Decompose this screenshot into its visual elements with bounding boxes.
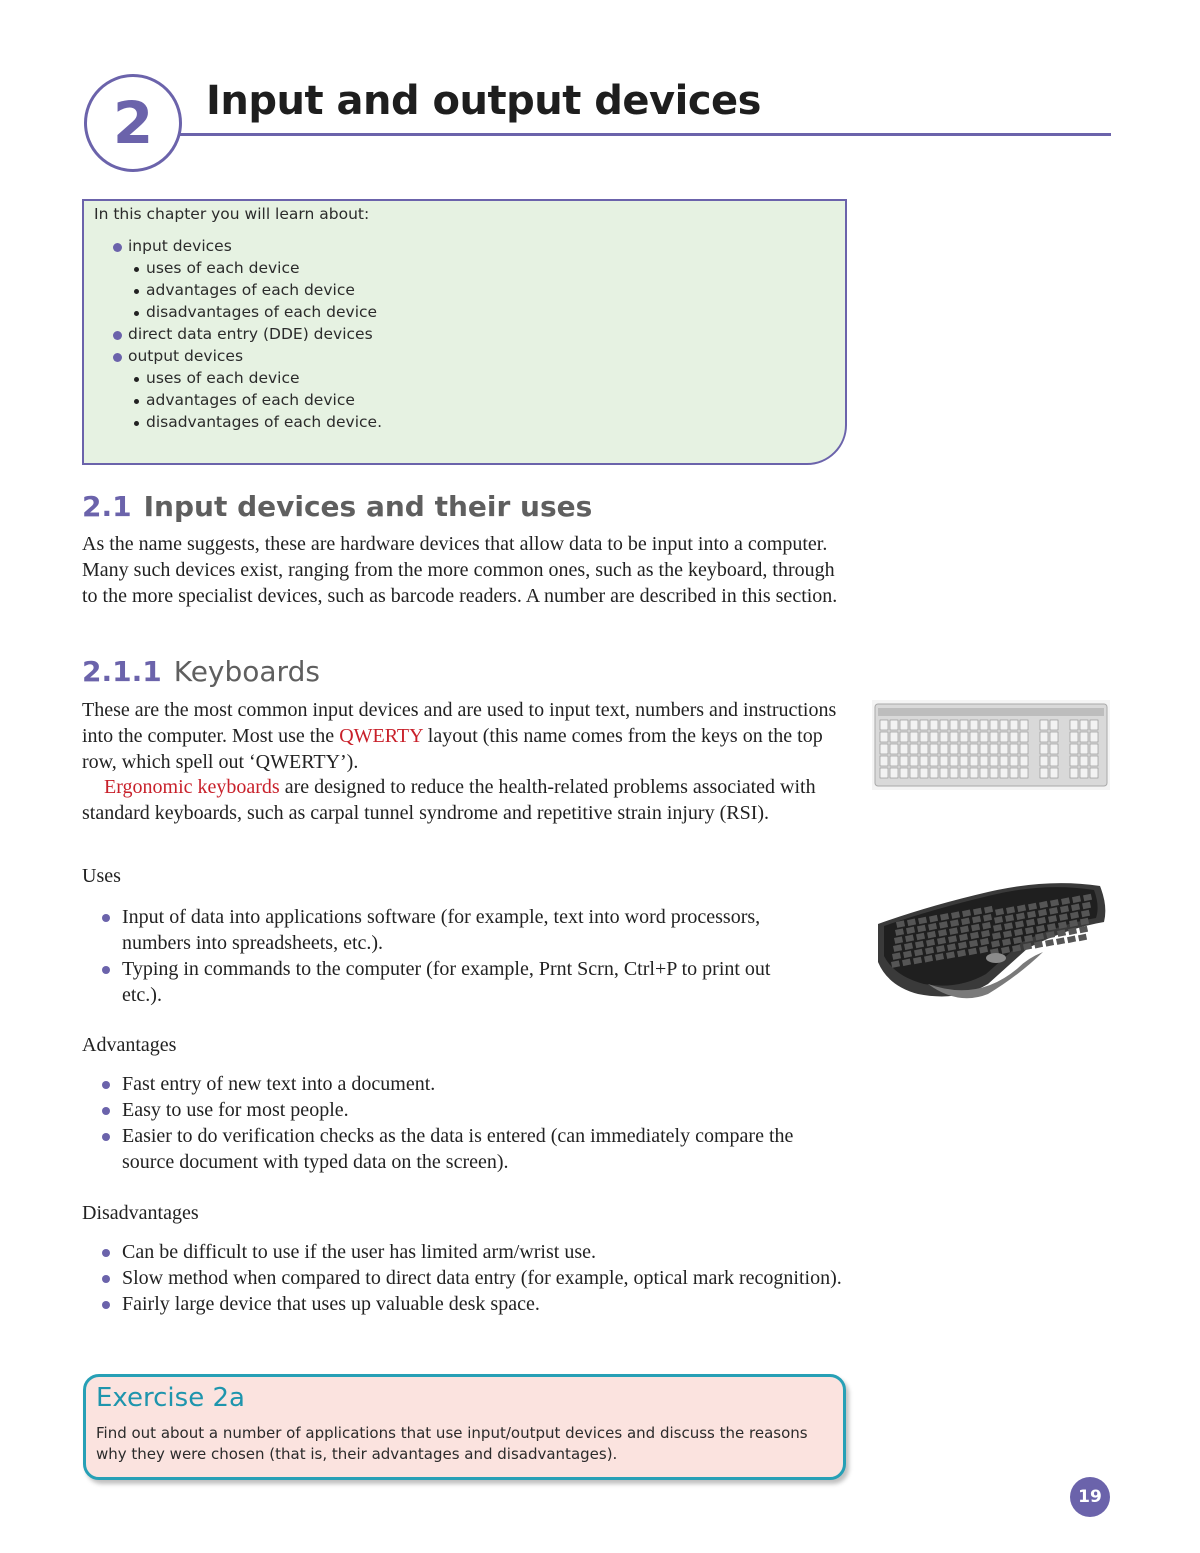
learning-objective-text: output devices xyxy=(128,347,244,365)
advantage-item xyxy=(100,1097,800,1123)
page-number-badge xyxy=(1070,1477,1110,1517)
uses-heading: Uses xyxy=(82,865,121,887)
section-heading-2-1-1 xyxy=(82,655,320,688)
bullet-icon xyxy=(102,1107,110,1115)
bullet-icon xyxy=(113,243,122,252)
section-heading-2-1 xyxy=(82,490,592,523)
disadvantage-item xyxy=(100,1265,845,1291)
subsection-number: 2.1.1 xyxy=(82,655,162,688)
advantage-item-text: Easy to use for most people. xyxy=(122,1099,349,1121)
section-number: 2.1 xyxy=(82,490,132,523)
bullet-icon xyxy=(134,267,139,272)
uses-item xyxy=(100,904,780,956)
uses-item-text: Typing in commands to the computer (for example, Prnt Scrn, Ctrl+P to print out etc.). xyxy=(122,958,771,1006)
keyword-ergonomic-keyboards: Ergonomic keyboards xyxy=(104,776,280,798)
learning-objectives-list xyxy=(94,235,835,433)
learning-objectives-intro: In this chapter you will learn about: xyxy=(94,205,370,223)
advantages-list xyxy=(100,1071,800,1175)
learning-objective-text: disadvantages of each device. xyxy=(146,413,383,431)
chapter-number-badge xyxy=(84,74,182,172)
disadvantages-list xyxy=(100,1239,845,1317)
learning-objective-item xyxy=(94,345,835,367)
learning-objective-item xyxy=(94,235,835,257)
disadvantage-item xyxy=(100,1291,845,1317)
disadvantage-item-text: Can be difficult to use if the user has limited arm/wrist use. xyxy=(122,1241,596,1263)
chapter-number: 2 xyxy=(112,89,154,157)
bullet-icon xyxy=(102,1249,110,1257)
chapter-title-rule xyxy=(180,133,1111,136)
advantage-item xyxy=(100,1071,800,1097)
uses-list xyxy=(100,904,780,1008)
keyboards-p2-end: are designed to reduce the health-related problems associated with standard keyboards, such as carpal tunnel syndrome and repetitive strain injury (RSI). xyxy=(82,776,816,824)
learning-objective-subitem xyxy=(94,257,835,279)
disadvantage-item-text: Slow method when compared to direct data entry (for example, optical mark recognition). xyxy=(122,1267,842,1289)
disadvantage-item-text: Fairly large device that uses up valuable desk space. xyxy=(122,1293,540,1315)
page-number: 19 xyxy=(1078,1487,1102,1507)
learning-objective-subitem xyxy=(94,301,835,323)
section-title: Input devices and their uses xyxy=(143,490,593,523)
learning-objective-subitem xyxy=(94,279,835,301)
keyboards-paragraph-2 xyxy=(82,774,847,826)
section-intro-paragraph: As the name suggests, these are hardware devices that allow data to be input into a computer. Many such devices exist, ranging from the more common ones, such as the keyboard, through to the more specialist devices, such as barcode readers. A number are described in this section. xyxy=(82,533,838,607)
exercise-box xyxy=(83,1374,846,1480)
uses-item xyxy=(100,956,780,1008)
learning-objective-text: uses of each device xyxy=(146,369,300,387)
learning-objective-text: advantages of each device xyxy=(146,281,355,299)
exercise-title: Exercise 2a xyxy=(96,1383,245,1413)
learning-objective-text: uses of each device xyxy=(146,259,300,277)
learning-objective-text: direct data entry (DDE) devices xyxy=(128,325,373,343)
bullet-icon xyxy=(102,1275,110,1283)
learning-objective-text: advantages of each device xyxy=(146,391,355,409)
learning-objectives-box xyxy=(82,199,847,465)
bullet-icon xyxy=(102,914,110,922)
chapter-title: Input and output devices xyxy=(206,78,761,124)
standard-keyboard-image xyxy=(872,700,1110,790)
learning-objective-text: disadvantages of each device xyxy=(146,303,378,321)
bullet-icon xyxy=(102,966,110,974)
advantage-item xyxy=(100,1123,800,1175)
learning-objective-subitem xyxy=(94,367,835,389)
bullet-icon xyxy=(102,1133,110,1141)
ergonomic-keyboard-image xyxy=(868,866,1108,1006)
exercise-text: Find out about a number of applications that use input/output devices and discuss the reasons why they were chosen (that is, their advantages and disadvantages). xyxy=(96,1424,808,1463)
bullet-icon xyxy=(134,311,139,316)
bullet-icon xyxy=(113,353,122,362)
learning-objective-text: input devices xyxy=(128,237,232,255)
uses-item-text: Input of data into applications software (for example, text into word processors, numbers into spreadsheets, etc.). xyxy=(122,906,761,954)
advantage-item-text: Easier to do verification checks as the data is entered (can immediately compare the source document with typed data on the screen). xyxy=(122,1125,794,1173)
keyboards-p1-end: layout (this name comes from the keys on the top row, which spell out ‘QWERTY’). xyxy=(82,725,823,773)
bullet-icon xyxy=(113,331,122,340)
bullet-icon xyxy=(102,1301,110,1309)
bullet-icon xyxy=(134,289,139,294)
subsection-title: Keyboards xyxy=(173,655,320,688)
disadvantages-heading: Disadvantages xyxy=(82,1202,199,1224)
keyword-qwerty: QWERTY xyxy=(339,725,423,747)
disadvantage-item xyxy=(100,1239,845,1265)
bullet-icon xyxy=(134,399,139,404)
learning-objective-subitem xyxy=(94,411,835,433)
bullet-icon xyxy=(134,377,139,382)
learning-objective-subitem xyxy=(94,389,835,411)
bullet-icon xyxy=(134,421,139,426)
advantage-item-text: Fast entry of new text into a document. xyxy=(122,1073,436,1095)
learning-objective-item xyxy=(94,323,835,345)
advantages-heading: Advantages xyxy=(82,1034,177,1056)
bullet-icon xyxy=(102,1081,110,1089)
keyboards-paragraph-1 xyxy=(82,697,837,775)
keyboards-p1-start: These are the most common input devices and are used to input text, numbers and instructions into the computer. Most use the xyxy=(82,699,837,747)
